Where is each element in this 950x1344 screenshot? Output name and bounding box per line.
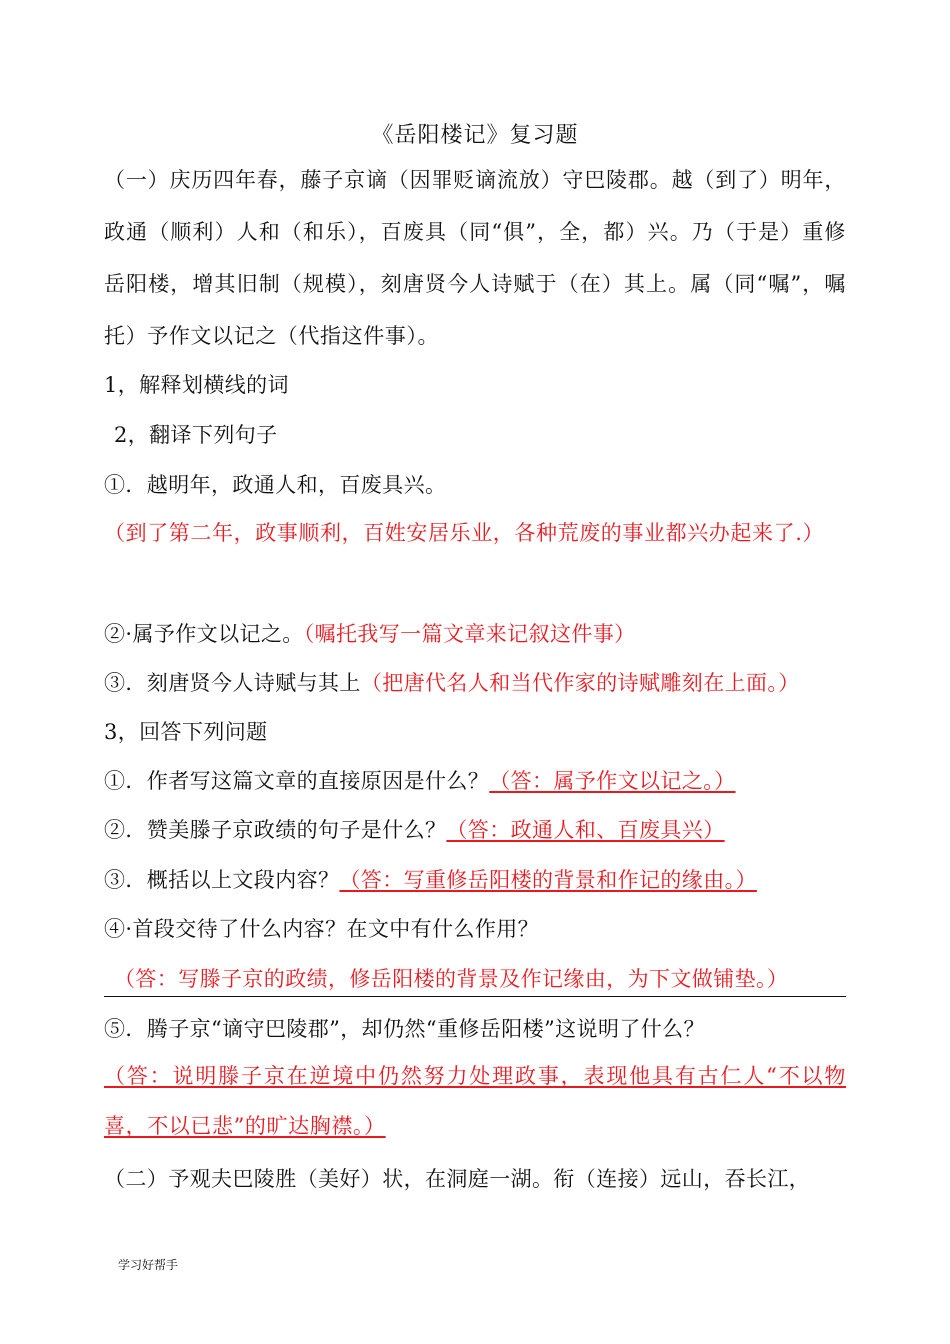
answer-item-1-text: ①．作者写这篇文章的直接原因是什么？: [104, 769, 490, 793]
answer-1: （答：属予作文以记之。）: [489, 769, 736, 793]
translate-item-2-text: ②·属予作文以记之。: [104, 622, 304, 646]
answer-2: （答：政通人和、百废具兴）: [446, 818, 725, 842]
answer-4: （答：写滕子京的政绩，修岳阳楼的背景及作记缘由，为下文做铺垫。）: [114, 967, 789, 991]
answer-item-3-text: ③．概括以上文段内容？: [104, 868, 340, 892]
question-3: 3，回答下列问题: [104, 720, 268, 744]
answer-item-5: ⑤．腾子京“谪守巴陵郡”，却仍然“重修岳阳楼”这说明了什么？: [104, 1017, 705, 1041]
answer-item-3: [104, 865, 846, 895]
answer-5: [104, 1051, 846, 1151]
answer-item-2-text: ②．赞美滕子京政绩的句子是什么？: [104, 818, 447, 842]
section-1-text: （一）庆历四年春，藤子京谪（因罪贬谪流放）守巴陵郡。越（到了）明年，政通（顺利）人和（和乐），百废具（同“俱”，全，都）兴。乃（于是）重修岳阳楼，增其旧制（规模），刻唐贤今人诗赋于（在）其上。属（同“嘱”，嘱托）予作文以记之（代指这件事）。: [104, 168, 846, 348]
answer-item-1: [104, 766, 846, 796]
translate-item-3-text: ③．刻唐贤今人诗赋与其上: [104, 671, 361, 695]
answer-5-text: （答：说明滕子京在逆境中仍然努力处理政事，表现他具有古仁人“不以物喜，不以已悲”的旷达胸襟。）: [104, 1064, 846, 1138]
section-2-text: （二）予观夫巴陵胜（美好）状，在洞庭一湖。衔（连接）远山，吞长江，: [104, 1167, 811, 1191]
translate-item-1: ①．越明年，政通人和，百废具兴。: [104, 473, 447, 497]
horizontal-rule: [104, 996, 846, 997]
answer-3: （答：写重修岳阳楼的背景和作记的缘由。）: [339, 868, 757, 892]
translate-answer-3: （把唐代名人和当代作家的诗赋雕刻在上面。）: [360, 671, 800, 695]
answer-item-2: [104, 815, 846, 845]
question-2: 2，翻译下列句子: [114, 423, 278, 447]
footer-text: 学习好帮手: [118, 1258, 179, 1272]
translate-answer-2: （嘱托我写一篇文章来记叙这件事）: [303, 622, 636, 646]
translate-item-3: [104, 668, 846, 698]
question-1: 1，解释划横线的词: [104, 373, 289, 397]
translate-item-2: [104, 619, 846, 649]
translate-answer-1: （到了第二年，政事顺利，百姓安居乐业，各种荒废的事业都兴办起来了.）: [104, 521, 825, 545]
answer-item-4: ④·首段交待了什么内容？在文中有什么作用？: [104, 917, 540, 941]
page-title: 《岳阳楼记》复习题: [371, 123, 579, 148]
